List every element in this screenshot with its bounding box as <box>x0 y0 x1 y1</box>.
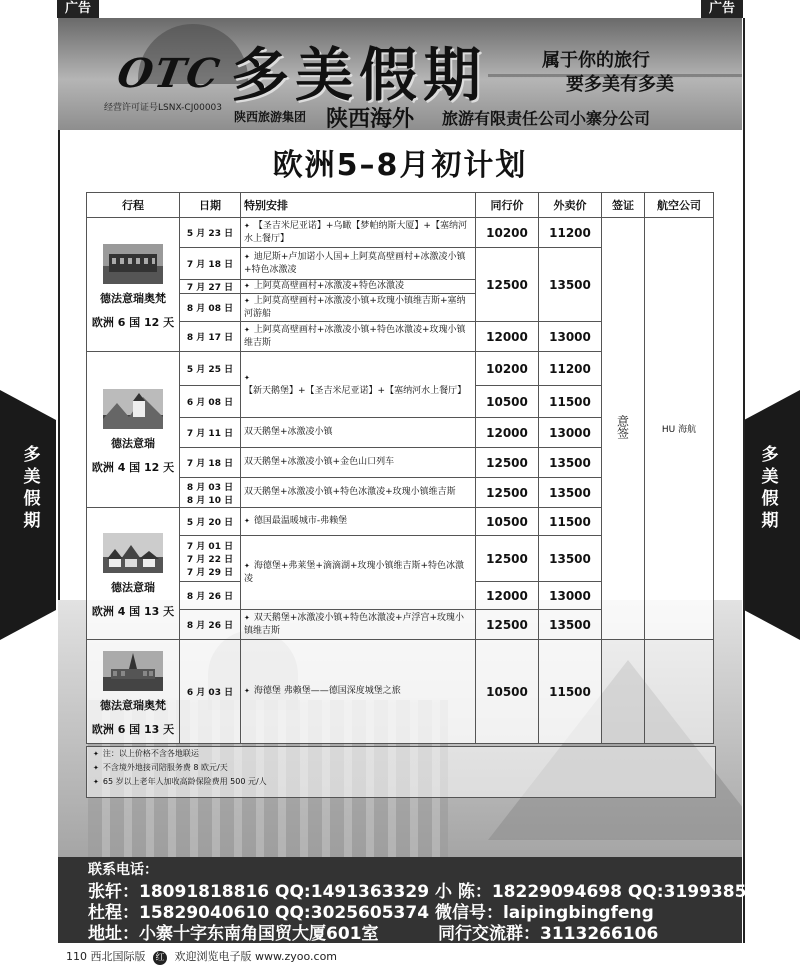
castle-photo-icon <box>103 389 163 429</box>
arrangement-cell: ✦ 上阿莫高壁画村+冰激凌小镇+特色冰激凌+玫瑰小镇维吉斯 <box>241 322 476 352</box>
col-header-visa: 签证 <box>602 193 645 218</box>
bullet-icon: ✦ <box>244 325 250 334</box>
route-cell <box>87 640 180 744</box>
table-row <box>87 640 714 744</box>
peer-price: 12000 <box>476 582 539 610</box>
peer-price: 10500 <box>476 386 539 418</box>
side-tab-text: 多美假期 <box>761 445 779 531</box>
retail-price: 11500 <box>539 508 602 536</box>
contact-title: 联系电话： <box>88 862 158 878</box>
bullet-icon: ✦ <box>244 296 250 305</box>
route-duration: 欧洲 4 国 13 天 <box>91 604 175 618</box>
date-cell: 6 月 03 日 <box>180 640 241 744</box>
visa-cell-empty <box>602 640 645 744</box>
arrangement-cell: ✦【新天鹅堡】+【圣吉米尼亚诺】+【塞纳河水上餐厅】 <box>241 352 476 418</box>
bullet-icon: ✦ <box>93 764 99 772</box>
bullet-icon: ✦ <box>244 687 250 695</box>
bullet-icon: ✦ <box>244 373 250 382</box>
peer-price: 10200 <box>476 352 539 386</box>
retail-price: 11500 <box>539 386 602 418</box>
arrangement-cell: 双天鹅堡+冰激凌小镇+特色冰激凌+玫瑰小镇维吉斯 <box>241 478 476 508</box>
slogan-line-2: 要多美有多美 <box>566 74 674 95</box>
contact-address: 地址：小寨十字东南角国贸大厦601室 <box>88 924 379 944</box>
date-cell: 8 月 17 日 <box>180 322 241 352</box>
bullet-icon: ✦ <box>93 778 99 786</box>
retail-price: 13500 <box>539 248 602 322</box>
col-header-date: 日期 <box>180 193 241 218</box>
bullet-icon: ✦ <box>244 561 250 570</box>
retail-price: 13000 <box>539 322 602 352</box>
side-tab-text: 多美假期 <box>23 445 41 531</box>
date-cell: 5 月 20 日 <box>180 508 241 536</box>
col-header-peer-price: 同行价 <box>476 193 539 218</box>
date-cell: 6 月 08 日 <box>180 386 241 418</box>
peer-price: 10500 <box>476 508 539 536</box>
tour-plan-table <box>86 192 714 744</box>
badge-icon: 红 <box>153 951 167 965</box>
contact-line-2: 杜程：15829040610 QQ:3025605374 微信号：laipingbingfeng <box>88 903 654 923</box>
date-cell: 5 月 23 日 <box>180 218 241 248</box>
peer-price: 12500 <box>476 610 539 640</box>
col-header-arrangement: 特别安排 <box>241 193 476 218</box>
date-cell: 7 月 18 日 <box>180 448 241 478</box>
visa-cell: 意签 <box>602 218 645 640</box>
side-tab-right <box>744 390 800 640</box>
bullet-icon: ✦ <box>244 221 250 230</box>
otc-logo: OTC <box>113 50 225 97</box>
date-cell: 7 月 01 日 7 月 22 日 7 月 29 日 <box>180 536 241 582</box>
route-name: 德法意瑞奥梵 <box>100 698 166 712</box>
license-number: 经营许可证号LSNX-CJ00003 <box>104 103 222 113</box>
peer-price: 10200 <box>476 218 539 248</box>
date-cell: 7 月 11 日 <box>180 418 241 448</box>
brand-header <box>58 18 742 130</box>
route-cell <box>87 352 180 508</box>
arrangement-cell: ✦ 迪尼斯+卢加诺小人国+上阿莫高壁画村+冰激凌小镇+特色冰激凌 <box>241 248 476 280</box>
col-header-retail-price: 外卖价 <box>539 193 602 218</box>
website-link[interactable]: 欢迎浏览电子版 www.zyoo.com <box>174 950 338 963</box>
table-row <box>87 218 714 248</box>
date-cell: 8 月 26 日 <box>180 582 241 610</box>
arrangement-cell: ✦ 双天鹅堡+冰激凌小镇+特色冰激凌+卢浮宫+玫瑰小镇维吉斯 <box>241 610 476 640</box>
brand-title: 多美假期 <box>231 41 488 109</box>
route-name: 德法意瑞 <box>111 580 155 594</box>
retail-price: 11500 <box>539 640 602 744</box>
section-name: 西北国际版 <box>90 950 146 963</box>
route-cell <box>87 218 180 352</box>
bullet-icon: ✦ <box>244 282 250 290</box>
airline-cell-empty <box>645 640 714 744</box>
company-bar <box>58 104 742 130</box>
page-number: 110 <box>66 950 87 963</box>
date-cell: 8 月 03 日 8 月 10 日 <box>180 478 241 508</box>
notes-box <box>86 746 716 798</box>
col-header-airline: 航空公司 <box>645 193 714 218</box>
retail-price: 13500 <box>539 448 602 478</box>
arrangement-cell: ✦ 德国最温暖城市-弗赖堡 <box>241 508 476 536</box>
ad-label-right: 广告 <box>701 0 743 18</box>
peer-price: 12500 <box>476 478 539 508</box>
route-duration: 欧洲 4 国 12 天 <box>91 460 175 474</box>
peer-price: 10500 <box>476 640 539 744</box>
company-group: 陕西旅游集团 <box>234 110 307 124</box>
route-name: 德法意瑞 <box>111 436 155 450</box>
note-item: ✦ 65 岁以上老年人加收高龄保险费用 500 元/人 <box>93 777 267 786</box>
date-cell: 7 月 18 日 <box>180 248 241 280</box>
peer-price: 12500 <box>476 536 539 582</box>
date-cell: 8 月 26 日 <box>180 610 241 640</box>
arrangement-cell: ✦ 海德堡+弗莱堡+滴滴湖+玫瑰小镇维吉斯+特色冰激凌 <box>241 536 476 610</box>
date-cell: 7 月 27 日 <box>180 280 241 294</box>
contact-line-1: 张轩：18091818816 QQ:1491363329 小 陈：18229094698 QQ:3199385621 <box>88 882 782 902</box>
arrangement-cell: ✦ 上阿莫高壁画村+冰激凌+特色冰激凌 <box>241 280 476 294</box>
company-name: 陕西海外 <box>326 107 415 130</box>
ad-label-left: 广告 <box>57 0 99 18</box>
note-item: ✦ 不含境外地接司陪服务费 8 欧元/天 <box>93 763 228 772</box>
peer-price: 12000 <box>476 418 539 448</box>
side-tab-left <box>0 390 56 640</box>
bullet-icon: ✦ <box>93 750 99 758</box>
airline-cell: HU 海航 <box>645 218 714 640</box>
arrangement-cell: ✦ 上阿莫高壁画村+冰激凌小镇+玫瑰小镇维吉斯+塞纳河游船 <box>241 294 476 322</box>
colosseum-photo-icon <box>103 244 163 284</box>
plan-title: 欧洲5–8月初计划 <box>272 148 528 183</box>
retail-price: 13500 <box>539 610 602 640</box>
date-cell: 8 月 08 日 <box>180 294 241 322</box>
retail-price: 11200 <box>539 218 602 248</box>
arrangement-cell: ✦ 【圣吉米尼亚诺】+乌瞰【梦帕纳斯大厦】+【塞纳河水上餐厅】 <box>241 218 476 248</box>
bullet-icon: ✦ <box>244 252 250 261</box>
arrangement-cell: 双天鹅堡+冰激凌小镇 <box>241 418 476 448</box>
retail-price: 13000 <box>539 582 602 610</box>
route-duration: 欧洲 6 国 13 天 <box>91 722 175 736</box>
village-photo-icon <box>103 533 163 573</box>
page-footer <box>66 948 337 965</box>
retail-price: 11200 <box>539 352 602 386</box>
peer-price: 12000 <box>476 322 539 352</box>
peer-price: 12500 <box>476 448 539 478</box>
table-header-row <box>87 193 714 218</box>
route-name: 德法意瑞奥梵 <box>100 291 166 305</box>
retail-price: 13500 <box>539 478 602 508</box>
arrangement-cell: 双天鹅堡+冰激凌小镇+金色山口列车 <box>241 448 476 478</box>
route-cell <box>87 508 180 640</box>
retail-price: 13000 <box>539 418 602 448</box>
company-suffix: 旅游有限责任公司小寨分公司 <box>442 109 651 128</box>
slogan-line-1: 属于你的旅行 <box>542 50 650 71</box>
contact-group: 同行交流群：3113266106 <box>438 924 659 944</box>
date-cell: 5 月 25 日 <box>180 352 241 386</box>
note-item: ✦ 注：以上价格不含各地联运 <box>93 749 199 758</box>
col-header-route: 行程 <box>87 193 180 218</box>
cathedral-photo-icon <box>103 651 163 691</box>
bullet-icon: ✦ <box>244 613 250 622</box>
route-duration: 欧洲 6 国 12 天 <box>91 315 175 329</box>
retail-price: 13500 <box>539 536 602 582</box>
contact-panel <box>58 857 782 944</box>
arrangement-cell: ✦ 海德堡 弗赖堡——德国深度城堡之旅 <box>241 640 476 744</box>
bullet-icon: ✦ <box>244 517 250 525</box>
peer-price: 12500 <box>476 248 539 322</box>
